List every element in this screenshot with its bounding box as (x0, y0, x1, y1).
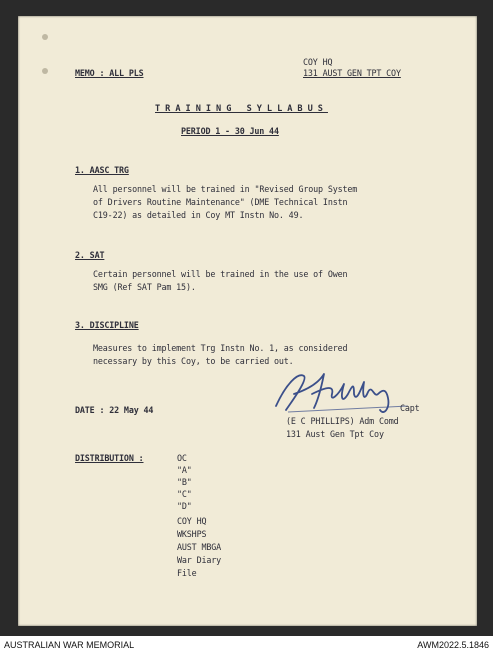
unit-line-2: 131 AUST GEN TPT COY (303, 68, 401, 78)
section-1-line-1: All personnel will be trained in "Revised Group System (93, 184, 358, 194)
memo-line: MEMO : ALL PLS (75, 68, 144, 78)
footer-institution: AUSTRALIAN WAR MEMORIAL (4, 640, 135, 650)
handwritten-signature (268, 364, 418, 424)
distribution-item: "B" (177, 477, 192, 487)
distribution-item: COY HQ (177, 516, 207, 526)
section-2-line-2: SMG (Ref SAT Pam 15). (93, 282, 196, 292)
section-3-line-1: Measures to implement Trg Instn No. 1, as considered (93, 343, 348, 353)
document-title: TRAINING SYLLABUS (155, 104, 328, 114)
section-1-heading: 1. AASC TRG (75, 165, 129, 175)
punch-hole (42, 68, 48, 74)
punch-hole (42, 34, 48, 40)
distribution-item: "C" (177, 489, 192, 499)
distribution-item: OC (177, 453, 187, 463)
period-line: PERIOD 1 - 30 Jun 44 (181, 126, 279, 136)
section-2-heading: 2. SAT (75, 250, 105, 260)
distribution-item: War Diary (177, 555, 222, 565)
footer-accession-number: AWM2022.5.1846 (417, 640, 489, 650)
distribution-item: WKSHPS (177, 529, 207, 539)
distribution-item: "A" (177, 465, 192, 475)
signature-unit: 131 Aust Gen Tpt Coy (286, 429, 384, 439)
signature-name: (E C PHILLIPS) Adm Comd (286, 416, 399, 426)
section-3-line-2: necessary by this Coy, to be carried out. (93, 356, 294, 366)
unit-line-1: COY HQ (303, 57, 333, 67)
date-line: DATE : 22 May 44 (75, 405, 154, 415)
signature-rank: Capt (400, 403, 420, 413)
distribution-item: "D" (177, 501, 192, 511)
section-3-heading: 3. DISCIPLINE (75, 320, 139, 330)
distribution-item: File (177, 568, 197, 578)
section-2-line-1: Certain personnel will be trained in the use of Owen (93, 269, 348, 279)
section-1-line-2: of Drivers Routine Maintenance" (DME Technical Instn (93, 197, 348, 207)
section-1-line-3: C19-22) as detailed in Coy MT Instn No. 49. (93, 210, 304, 220)
distribution-item: AUST MBGA (177, 542, 222, 552)
distribution-label: DISTRIBUTION : (75, 453, 144, 463)
